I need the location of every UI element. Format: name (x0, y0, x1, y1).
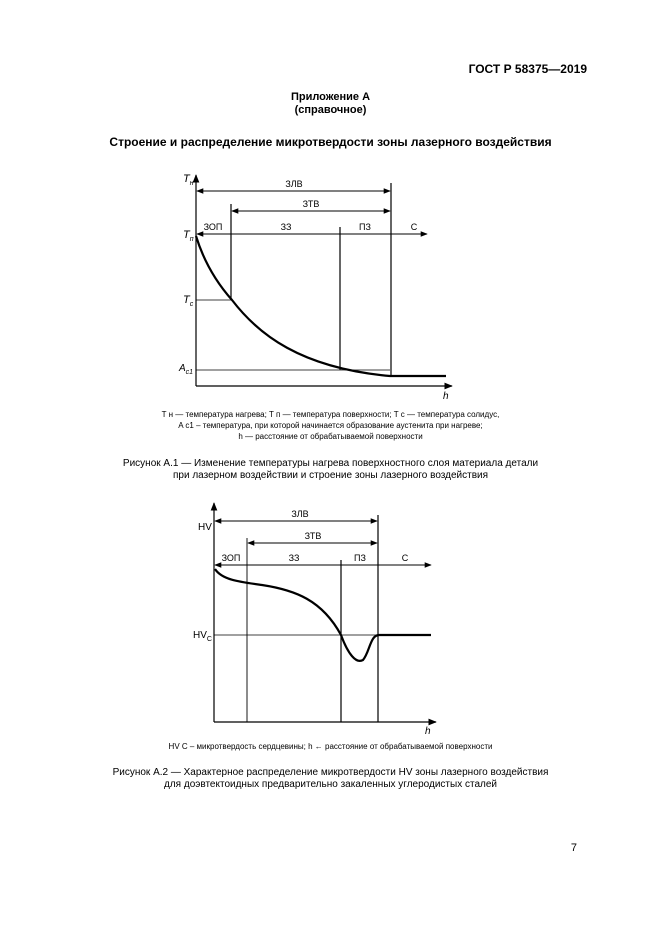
fig2-caption (0, 767, 661, 791)
page-number: 7 (570, 842, 577, 854)
fig2-zone-zlv: ЗЛВ (291, 509, 309, 519)
fig1-x-axis-label: h (443, 391, 449, 402)
fig1-caption-line2: при лазерном воздействии и строение зоны лазерного воздействия (172, 470, 489, 481)
fig1-y-axis-label: $T_н$ (183, 173, 194, 187)
fig1-labels (178, 173, 449, 402)
fig1-zone-c: С (410, 222, 418, 232)
fig2-zone-c: С (401, 553, 409, 563)
fig1-legend-line1: T н — температура нагрева; T п — температура поверхности; T с — температура солидус, (161, 410, 500, 419)
fig1-legend-line3: h — расстояние от обрабатываемой поверхности (238, 432, 423, 441)
fig2-legend-line1: HV С – микротвердость сердцевины; h ← расстояние от обрабатываемой поверхности (168, 742, 493, 751)
fig1-legend (0, 409, 661, 442)
fig2-zone-ztv: ЗТВ (304, 531, 322, 541)
fig1-zone-pz: ПЗ (359, 222, 371, 232)
fig2-x-axis-label: h (425, 726, 431, 737)
fig1-caption (0, 458, 661, 482)
fig1-zone-zz: ЗЗ (280, 222, 292, 232)
fig1-caption-line1: Рисунок А.1 — Изменение температуры нагрева поверхностного слоя материала детали (122, 458, 539, 469)
section-title: Строение и распределение микротвердости зоны лазерного воздействия (109, 135, 552, 149)
fig1-tc-label: $T_с$ (183, 294, 194, 308)
standard-code: ГОСТ Р 58375—2019 (468, 62, 587, 76)
fig2-caption-line2: для доэвтектоидных предварительно закаленных углеродистых сталей (164, 779, 497, 790)
fig1-temperature-curve (196, 236, 446, 376)
fig1-zone-zop: ЗОП (203, 222, 223, 232)
fig2-zone-pz: ПЗ (354, 553, 366, 563)
fig1-legend-line2: A с1 – температура, при которой начинается образование аустенита при нагреве; (178, 421, 483, 430)
fig2-caption-line1: Рисунок А.2 — Характерное распределение микротвердости HV зоны лазерного воздействия (112, 767, 549, 778)
fig1-ac1-label: $A_{c1}$ (179, 363, 194, 376)
fig2-legend (0, 741, 661, 752)
fig2-zone-zz: ЗЗ (288, 553, 300, 563)
fig1-tp-label: $T_п$ (183, 229, 194, 243)
fig2-hvc-label: $HV_С$ (193, 630, 212, 643)
fig2-zone-zop: ЗОП (221, 553, 241, 563)
figure-a1 (196, 175, 452, 386)
figure-a2 (214, 503, 436, 722)
fig1-zone-ztv: ЗТВ (302, 199, 320, 209)
fig2-y-axis-label: HV (198, 522, 212, 533)
appendix-kind: (справочное) (294, 104, 367, 116)
fig1-zone-zlv: ЗЛВ (285, 179, 303, 189)
appendix-title: Приложение А (290, 91, 371, 103)
